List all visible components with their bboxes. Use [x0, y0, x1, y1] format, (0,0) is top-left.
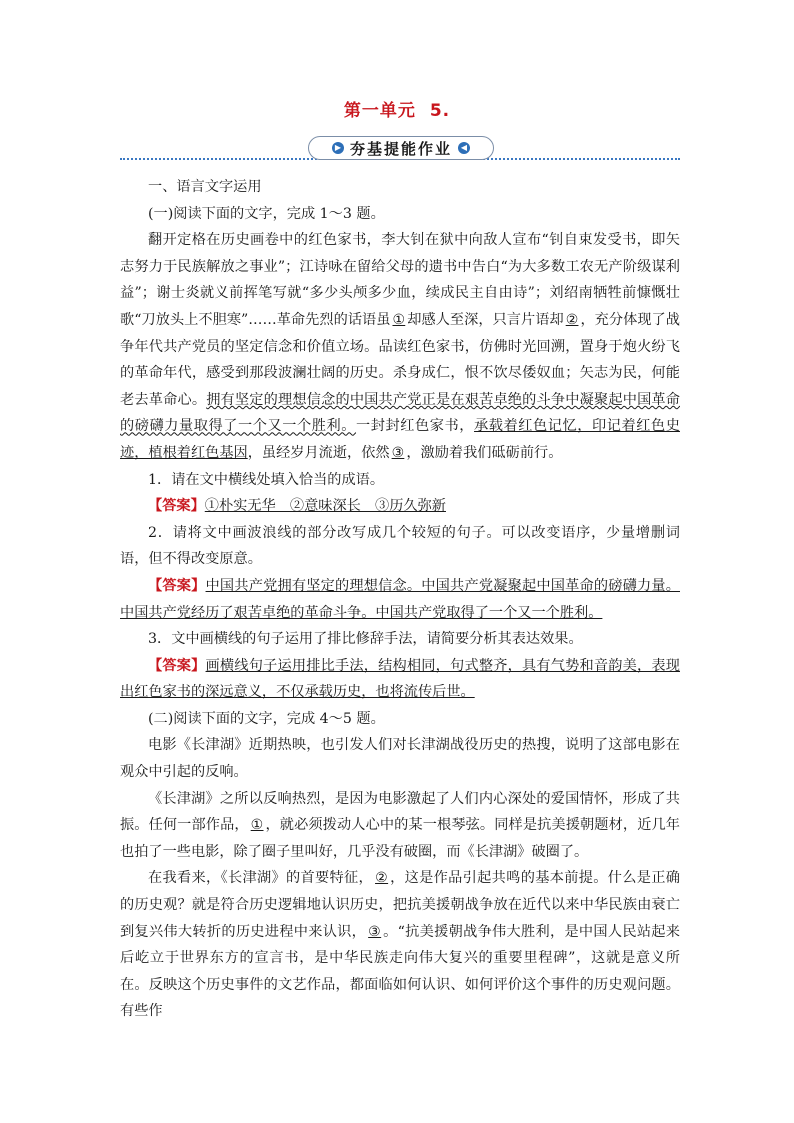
blank-1: ① — [392, 311, 406, 328]
passage-text: ，激励着我们砥砺前行。 — [406, 444, 563, 461]
passage-1 — [120, 227, 680, 466]
answer-label: 【答案】 — [148, 498, 205, 515]
passage-text: ，就必须拨动人心中的某一根琴弦。同样是抗美援朝题材，近几年也拍了一些电影，除了圈子里叫好，几乎没有破圈，而《长津湖》破圈了。 — [120, 817, 680, 860]
question-2: 2．请将文中画波浪线的部分改写成几个较短的句子。可以改变语序，少量增删词语，但不得改变原意。 — [120, 524, 680, 568]
page-title — [0, 96, 794, 121]
passage-text: ，充分体现了战争年代共产党员的坚定信念和价值立场。品读红色家书，仿佛时光回溯，置身于炮火纷飞的革命年代，感受到那段波澜壮阔的历史。杀身成仁，恨不饮尽倭奴血；矢志为民，何能老去革命心。 — [120, 311, 680, 408]
answer-text: ①朴实无华 ②意味深长 ③历久弥新 — [204, 498, 446, 515]
play-right-icon: ▶ — [332, 142, 344, 154]
blank-2: ② — [565, 311, 579, 328]
blank-3: ③ — [391, 444, 405, 461]
answer-text: 中国共产党拥有坚定的理想信念。中国共产党凝聚起中国革命的磅礴力量。中国共产党经历了艰苦卓绝的革命斗争。中国共产党取得了一个又一个胜利。 — [120, 577, 680, 621]
sub-heading-2: (二)阅读下面的文字，完成 4～5 题。 — [148, 710, 385, 727]
passage-2-paragraph-3 — [120, 865, 680, 1025]
answer-2 — [120, 573, 680, 626]
section-banner-area — [120, 136, 680, 162]
passage-text: ，这是作品引起共鸣的基本前提。什么是正确的历史观？就是符合历史逻辑地认识历史，把抗美援朝战争放在近代以来中华民族由衰亡到复兴伟大转折的历史进程中来认识， — [120, 870, 680, 940]
passage-text: 翻开定格在历史画卷中的红色家书，李大钊在狱中向敌人宣布“钊自束发受书，即矢志努力于民族解放之事业”；江诗咏在留给父母的遗书中告白“为大多数工农无产阶级谋利益”；谢士炎就义前挥笔写就“多少头颅多少血，续成民主自由诗”；刘绍南牺牲前慷慨壮歌“刀放头上不胆寒”……革命先烈的话语虽 — [120, 232, 680, 328]
answer-3 — [120, 653, 680, 706]
wavy-underlined-sentence: 拥有坚定的理想信念的中国共产党正是在艰苦卓绝的斗争中凝聚起中国革命的磅礴力量取得了一个又一个胜利。 — [120, 391, 680, 435]
document-body — [120, 174, 680, 1025]
blank-5: ② — [375, 870, 389, 887]
passage-text: 《长津湖》之所以反响热烈，是因为电影激起了人们内心深处的爱国情怀，形成了共振。任何一部作品， — [120, 790, 680, 834]
lesson-number: 5. — [429, 101, 451, 121]
passage-2-paragraph-1: 电影《长津湖》近期热映，也引发人们对长津湖战役历史的热搜，说明了这部电影在观众中引起的反响。 — [120, 737, 680, 781]
answer-label: 【答案】 — [148, 577, 206, 594]
underlined-sentence: 承载着红色记忆，印记着红色史迹，植根着红色基因 — [120, 418, 680, 461]
answer-text: 画横线句子运用排比手法，结构相同，句式整齐，具有气势和音韵美，表现出红色家书的深远意义，不仅承载历史，也将流传后世。 — [120, 657, 680, 701]
section-banner — [308, 136, 494, 160]
blank-6: ③ — [368, 923, 382, 940]
passage-text: 一封封红色家书， — [356, 418, 475, 435]
passage-text: 在我看来，《长津湖》的首要特征， — [148, 870, 374, 887]
passage-text: 。“抗美援朝战争伟大胜利，是中国人民站起来后屹立于世界东方的宣言书，是中华民族走向伟大复兴的重要里程碑”，这就是意义所在。反映这个历史事件的文艺作品，都面临如何认识、如何评价这个事件的历史观问题。有些作 — [120, 923, 680, 1020]
answer-label: 【答案】 — [148, 657, 206, 674]
question-3: 3．文中画横线的句子运用了排比修辞手法，请简要分析其表达效果。 — [148, 631, 583, 648]
passage-text: ，虽经岁月流逝，依然 — [247, 444, 390, 461]
passage-2-paragraph-2 — [120, 786, 680, 866]
unit-label: 第一单元 — [343, 101, 416, 121]
play-left-icon: ◀ — [458, 142, 470, 154]
answer-1 — [120, 493, 680, 520]
passage-text: 却感人至深，只言片语却 — [407, 311, 564, 328]
banner-label: 夯基提能作业 — [349, 139, 452, 158]
sub-heading-1: (一)阅读下面的文字，完成 1～3 题。 — [148, 205, 385, 222]
question-1: 1．请在文中横线处填入恰当的成语。 — [148, 471, 385, 488]
section-heading: 一、语言文字运用 — [148, 179, 262, 195]
blank-4: ① — [250, 817, 264, 834]
